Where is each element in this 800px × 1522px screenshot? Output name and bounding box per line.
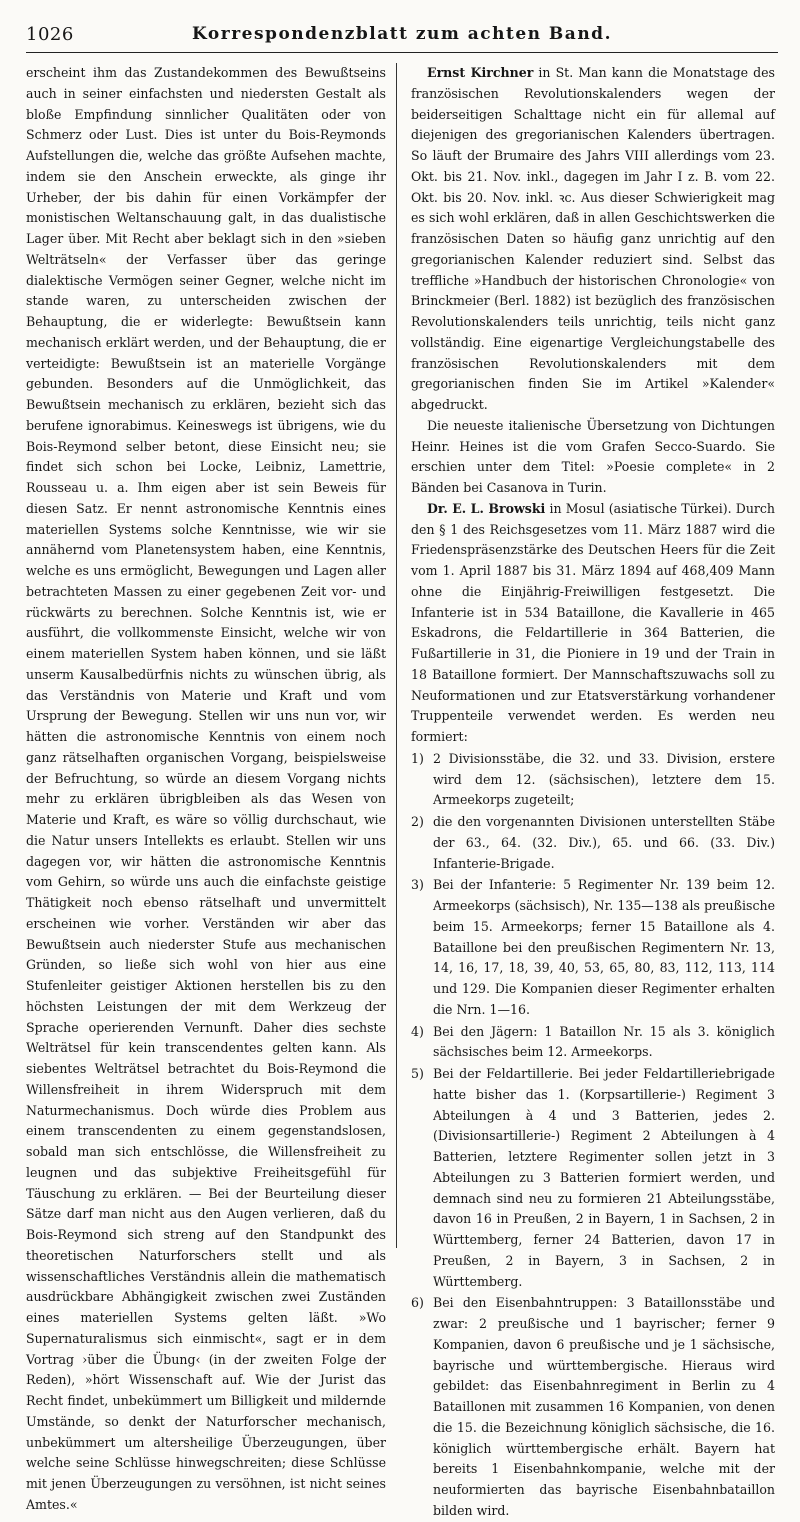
column-divider [396, 63, 397, 1248]
correspondent-place: in Mosul (asiatische Türkei). [545, 500, 732, 516]
list-item [411, 1063, 775, 1292]
list-number: 3) [411, 877, 424, 893]
right-column [403, 63, 776, 1518]
list-item [411, 1021, 775, 1064]
list-text: Bei der Infanterie: 5 Regimenter Nr. 139 beim 12. Armeekorps (sächsisch), Nr. 135—138 als preußische beim 15. Armeekorps; ferner 15 Bataillone als 4. Bataillone bei den preußischen Regimentern Nr. 13, 14, 16, 17, 18, 39, 40, 53, 65, 80, 83, 112, 113, 114 und 129. Die Kompanien dieser Regimenter erhalten die Nrn. 1—16. [433, 877, 775, 1017]
correspondent-name: Dr. E. L. Browski [427, 500, 546, 516]
list-number: 6) [411, 1295, 424, 1311]
left-paragraph: erscheint ihm das Zustandekommen des Bewußtseins auch in seiner einfachsten und niedersten Gestalt als bloße Empfindung sinnlicher Qualitäten oder von Schmerz oder Lust. Dies ist unter du Bois-Reymonds Aufstellungen die, welche das größte Aufsehen machte, indem sie den Anschein erweckte, als ginge ihr Urheber, der bis dahin für einen Vorkämpfer der monistischen Weltanschauung galt, in das dualistische Lager über. Mit Recht aber beklagt sich in den »sieben Welträtseln« der Verfasser über das geringe dialektische Vermögen seiner Gegner, welche nicht im stande waren, zu unterscheiden zwischen der Behauptung, die er widerlegte: Bewußtsein kann mechanisch erklärt werden, und der Behauptung, die er verteidigte: Bewußtsein ist an materielle Vorgänge gebunden. Besonders auf die Unmöglichkeit, das Bewußtsein mechanisch zu erklären, bezieht sich das berufene ignorabimus. Keineswegs ist übrigens, wie du Bois-Reymond selber betont, diese Einsicht neu; sie findet sich schon bei Locke, Leibniz, Lamettrie, Rousseau u. a. Ihm eigen aber ist sein Beweis für diesen Satz. Er nennt astronomische Kenntnis eines materiellen Systems solche Kenntnisse, wie wir sie annähernd vom Planetensystem haben, eine Kenntnis, welche es uns ermöglicht, Bewegungen und Lagen aller betrachteten Massen zu einer gegebenen Zeit vor- und rückwärts zu berechnen. Solche Kenntnis ist, wie er ausführt, die vollkommenste Einsicht, welche wir von einem materiellen System haben können, und sie läßt unserm Kausalbedürfnis nichts zu wünschen übrig, als das Verständnis von Materie und Kraft und vom Ursprung der Bewegung. Stellen wir uns nun vor, wir hätten die astronomische Kenntnis von einem noch ganz rätselhaften organischen Vorgang, beispielsweise der Befruchtung, so würde an diesem Vorgang nichts mehr zu erklären übrigbleiben als das Wesen von Materie und Kraft, es wäre so völlig durchschaut, wie die Natur unsers Intellekts es erlaubt. Stellen wir uns dagegen vor, wir hätten die astronomische Kenntnis vom Gehirn, so würde uns auch die einfachste geistige Thätigkeit noch ebenso rätselhaft und unvermittelt erscheinen wie vorher. Verständen wir aber das Bewußtsein auch niederster Stufe aus mechanischen Gründen, so ließe sich wohl von hier aus eine Stufenleiter geistiger Aktionen herstellen bis zu den höchsten Leistungen der mit dem Werkzeug der Sprache operierenden Vernunft. Daher dies sechste Welträtsel für kein transcendentes gelten kann. Als siebentes Welträtsel betrachtet du Bois-Reymond die Willensfreiheit in ihrem Widerspruch mit dem Naturmechanismus. Doch würde dies Problem aus einem transcendenten zu einem gegenstandslosen, sobald man sich entschlösse, die Willensfreiheit zu leugnen und das subjektive Freiheitsgefühl für Täuschung zu erklären. — Bei der Beurteilung dieser Sätze darf man nicht aus den Augen verlieren, daß du Bois-Reymond sich streng auf den Standpunkt des theoretischen Naturforschers stellt und als wissenschaftliches Verständnis allein die mathematisch ausdrückbare Abhängigkeit zwischen zwei Zuständen eines materiellen Systems gelten läßt. »Wo Supernaturalismus sich einmischt«, sagt er in dem Vortrag ›über die Übung‹ (in der zweiten Folge der Reden), »hört Wissenschaft auf. Wie der Jurist das Recht findet, unbekümmert um Billigkeit und mildernde Umstände, so denkt der Naturforscher mechanisch, unbekümmert um altersheilige Überzeugungen, über welche seine Schlüsse hinwegschreiten; diese Schlüsse mit jenen Überzeugungen zu versöhnen, ist nicht seines Amtes.« [26, 65, 386, 1512]
correspondence-entry-kirchner [411, 63, 775, 416]
correspondence-entry-browski [411, 499, 775, 748]
list-number: 2) [411, 814, 424, 829]
list-item [411, 874, 775, 1020]
list-text: Bei der Feldartillerie. Bei jeder Feldartilleriebrigade hatte bisher das 1. (Korpsartillerie-) Regiment 3 Abteilungen à 4 und 3 Batterien, jedes 2. (Divisionsartillerie-) Regiment 2 Abteilungen à 4 Batterien, letztere Regimenter sollen jetzt in 3 Abteilungen zu 3 Batterien formiert werden, und demnach sind neu zu formieren 21 Abteilungsstäbe, davon 16 in Preußen, 2 in Bayern, 1 in Sachsen, 2 in Württemberg, ferner 24 Batterien, davon 17 in Preußen, 2 in Bayern, 3 in Sachsen, 2 in Württemberg. [433, 1066, 775, 1289]
page-number: 1026 [26, 24, 74, 45]
list-number: 4) [411, 1023, 424, 1039]
correspondent-name: Ernst Kirchner [427, 65, 534, 80]
list-number: 5) [411, 1066, 424, 1081]
running-title: Korrespondenzblatt zum achten Band. [192, 24, 612, 44]
list-item [411, 748, 775, 811]
list-text: die den vorgenannten Divisionen unterstellten Stäbe der 63., 64. (32. Div.), 65. und 66. (33. Div.) Infanterie-Brigade. [433, 814, 775, 871]
list-item [411, 811, 775, 874]
entry-text: Durch den § 1 des Reichsgesetzes vom 11. März 1887 wird die Friedenspräsenzstärke des Deutschen Heers für die Zeit vom 1. April 1887 bis 31. März 1894 auf 468,409 Mann ohne die Einjährig-Freiwilligen festgesetzt. Die Infanterie ist in 534 Bataillone, die Kavallerie in 465 Eskadrons, die Feldartillerie in 364 Batterien, die Fußartillerie in 31, die Pioniere in 19 und der Train in 18 Bataillone formiert. Der Mannschaftszuwachs soll zu Neuformationen und zur Etatsverstärkung vorhandener Truppenteile verwendet werden. Es werden neu formiert: [411, 500, 776, 744]
list-text: 2 Divisionsstäbe, die 32. und 33. Division, erstere wird dem 12. (sächsischen), letztere dem 15. Armeekorps zugeteilt; [433, 750, 775, 808]
list-text: Bei den Eisenbahntruppen: 3 Bataillonsstäbe und zwar: 2 preußische und 1 bayrischer; ferner 9 Kompanien, davon 6 preußische und je 1 sächsische, bayrische und württembergische. Hieraus wird gebildet: das Eisenbahnregiment in Berlin zu 4 Bataillonen mit zusammen 16 Kompanien, von denen die 15. die Bezeichnung königlich sächsische, die 16. königlich württembergische erhält. Bayern hat bereits 1 Eisenbahnkompanie, welche mit der neuformierten das bayrische Eisenbahnbataillon bilden wird. [433, 1295, 775, 1518]
correspondence-note-heine: Die neueste italienische Übersetzung von Dichtungen Heinr. Heines ist die vom Grafen Secco-Suardo. Sie erschien unter dem Titel: »Poesie complete« in 2 Bänden bei Casanova in Turin. [411, 417, 775, 495]
list-number: 1) [411, 750, 424, 766]
correspondent-place: in St. [533, 65, 574, 80]
list-item [411, 1292, 775, 1521]
two-column-body [26, 63, 778, 1518]
list-text: Bei den Jägern: 1 Bataillon Nr. 15 als 3. königlich sächsisches beim 12. Armeekorps. [433, 1023, 775, 1060]
formation-list [411, 748, 775, 1522]
entry-text: Man kann die Monatstage des französischen Revolutionskalenders wegen der beiderseitigen Schalttage nicht ein für allemal auf diejenigen des gregorianischen Kalenders übertragen. So läuft der Brumaire des Jahrs VIII allerdings vom 23. Okt. bis 21. Nov. inkl., dagegen im Jahr I z. B. vom 22. Okt. bis 20. Nov. inkl. ꝛc. Aus dieser Schwierigkeit mag es sich wohl erklären, daß in allen Geschichtswerken die französischen Daten so häufig ganz unrichtig auf den gregorianischen Kalender reduziert sind. Selbst das treffliche »Handbuch der historischen Chronologie« von Brinckmeier (Berl. 1882) ist bezüglich des französischen Revolutionskalenders teils unrichtig, teils nicht ganz vollständig. Eine eigenartige Vergleichungstabelle des französischen Revolutionskalenders mit dem gregorianischen finden Sie im Artikel »Kalender« abgedruckt. [411, 65, 775, 412]
left-column [26, 63, 396, 1512]
page-header [26, 20, 778, 53]
